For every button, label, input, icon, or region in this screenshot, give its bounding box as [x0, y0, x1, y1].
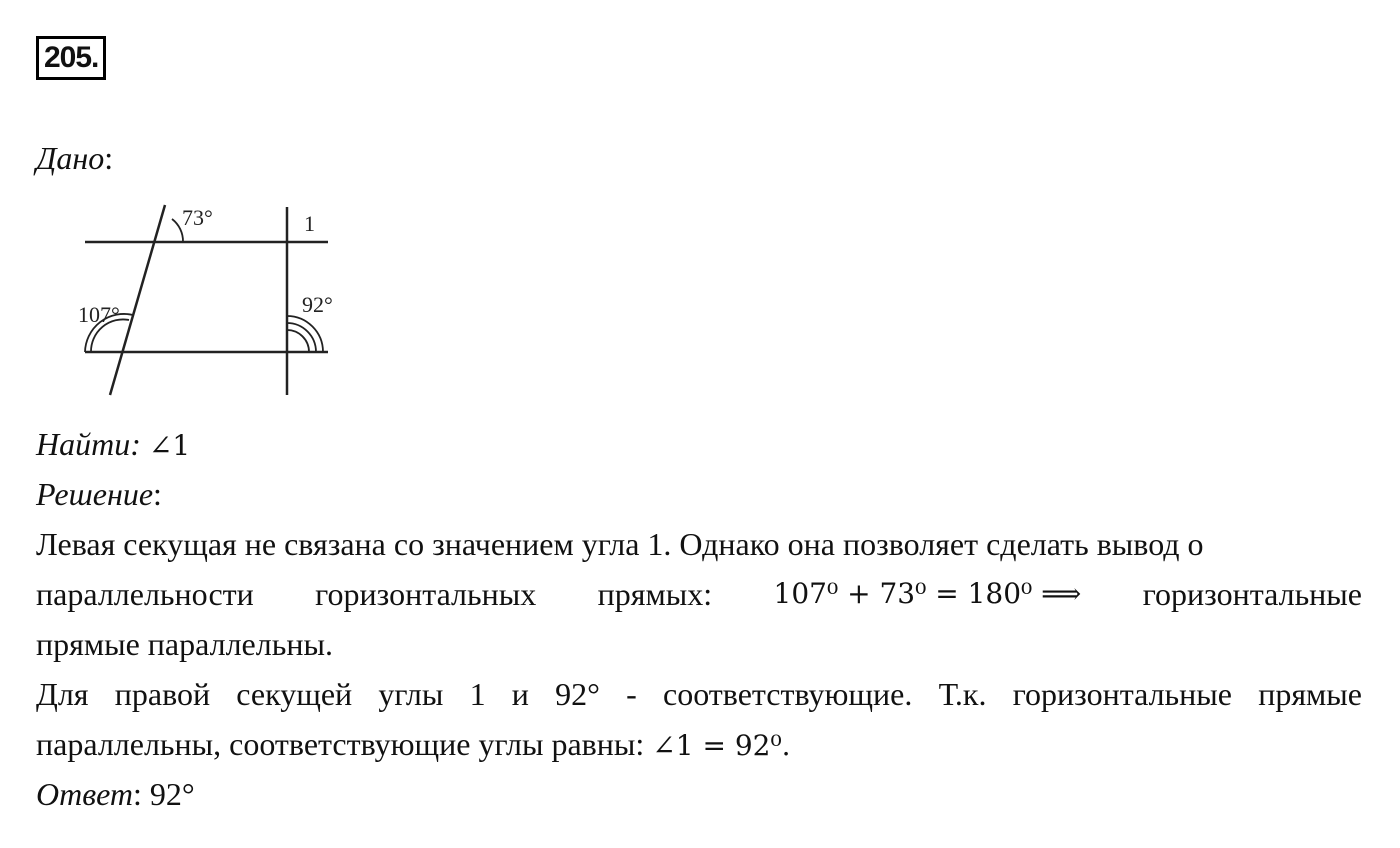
- p2-word: 92°: [555, 676, 600, 712]
- arc-92-outer: [287, 316, 323, 352]
- problem-number: 205.: [36, 36, 106, 80]
- p1-word: горизонтальные: [1142, 576, 1362, 612]
- p2-word: Для: [36, 676, 89, 712]
- paragraph2-line1: [36, 674, 1362, 714]
- find-label: Найти:: [36, 426, 141, 462]
- paragraph2-line2: [36, 724, 791, 766]
- p1-word: параллельности: [36, 576, 254, 612]
- find-value: ∠1: [148, 429, 191, 462]
- p2-line2-text: параллельны, соответствующие углы равны:: [36, 726, 653, 762]
- answer-value: 92°: [149, 776, 195, 812]
- label-73: 73°: [182, 205, 213, 230]
- p2-word: и: [511, 676, 529, 712]
- answer-line: Ответ: 92°: [36, 776, 195, 812]
- find-line: [36, 424, 190, 466]
- paragraph1-line1: [36, 524, 1362, 564]
- paragraph1-line1-text: Левая секущая не связана со значением угла 1. Однако она позволяет сделать вывод о: [36, 526, 1204, 562]
- label-angle-1: 1: [304, 211, 315, 236]
- label-92: 92°: [302, 292, 333, 317]
- p2-word: 1: [469, 676, 486, 712]
- given-heading: Дано:: [36, 140, 114, 176]
- arc-92-inner: [287, 330, 309, 352]
- solution-heading: Решение:: [36, 476, 162, 512]
- p2-word: секущей: [236, 676, 353, 712]
- left-transversal: [110, 205, 165, 395]
- p2-word: прямые: [1258, 676, 1362, 712]
- paragraph1-line3: прямые параллельны.: [36, 626, 333, 662]
- solution-label: Решение: [36, 476, 154, 512]
- label-107: 107°: [78, 302, 120, 327]
- p2-word: углы: [378, 676, 444, 712]
- p2-word: Т.к.: [938, 676, 987, 712]
- paragraph1-line2: [36, 574, 1362, 614]
- p2-word: соответствующие.: [663, 676, 913, 712]
- arc-92-mid: [287, 323, 316, 352]
- p1-equation: 107⁰ + 73⁰ = 180⁰ ⟹: [773, 577, 1082, 610]
- p2-word: -: [626, 676, 637, 712]
- geometry-figure: [40, 185, 370, 415]
- answer-label: Ответ: [36, 776, 133, 812]
- p2-equation: ∠1 = 92⁰.: [652, 729, 791, 762]
- p1-word: горизонтальных: [315, 576, 537, 612]
- p1-word: прямых:: [597, 576, 713, 612]
- given-label: Дано: [36, 140, 105, 176]
- p2-word: правой: [114, 676, 211, 712]
- p2-word: горизонтальные: [1012, 676, 1232, 712]
